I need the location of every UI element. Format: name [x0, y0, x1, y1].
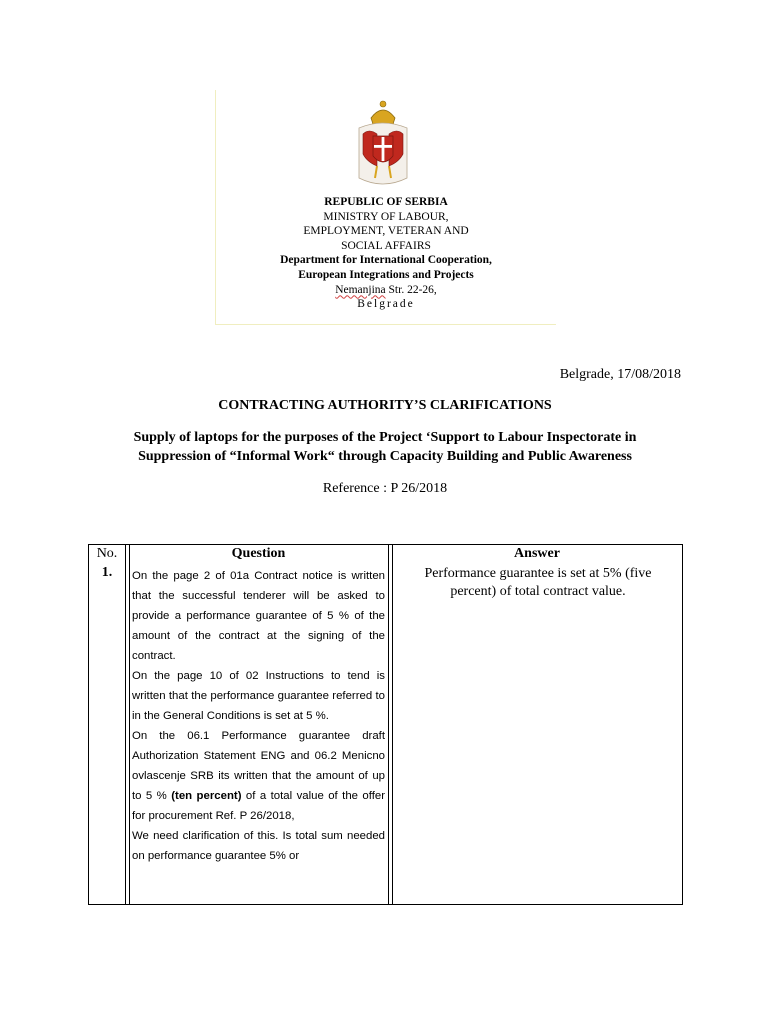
- header-answer: Answer: [514, 546, 560, 561]
- street-number: Str. 22-26,: [385, 283, 437, 296]
- subject-line-1: Supply of laptops for the purposes of the Project ‘Support to Labour Inspectorate in: [133, 430, 637, 445]
- subject-line-2: Suppression of “Informal Work“ through Capacity Building and Public Awareness: [138, 449, 632, 464]
- question-text: of a total value of the offer for procurement Ref. P 26/2018,: [132, 790, 385, 822]
- question-paragraph: We need clarification of this. Is total sum needed on performance guarantee 5% or: [132, 830, 385, 862]
- department-line-1: Department for International Cooperation,: [280, 254, 492, 267]
- letterhead-text: [216, 195, 556, 312]
- answer-cell: Performance guarantee is set at 5% (five percent) of total contract value.: [424, 566, 652, 599]
- department-line-2: European Integrations and Projects: [298, 268, 474, 281]
- ministry-line-3: SOCIAL AFFAIRS: [341, 239, 431, 252]
- header-question: Question: [231, 546, 286, 561]
- question-bold-text: (ten percent): [171, 790, 242, 802]
- question-paragraph: On the page 10 of 02 Instructions to tend is written that the performance guarantee referred to in the General Conditions is set at 5 %.: [132, 670, 385, 722]
- question-text: On the 06.1 Performance guarantee draft Authorization Statement ENG and 06.2 Menicno ovlascenje SRB its written that the amount of up to 5 %: [132, 730, 385, 802]
- address-line: [216, 283, 556, 298]
- column-divider: [125, 545, 126, 904]
- letterhead: [215, 90, 556, 325]
- country-name: REPUBLIC OF SERBIA: [324, 196, 448, 208]
- clarifications-table: [88, 544, 683, 905]
- ministry-line-2: EMPLOYMENT, VETERAN AND: [303, 225, 469, 238]
- row-number: 1.: [101, 565, 113, 580]
- document-date: Belgrade, 17/08/2018: [559, 367, 681, 382]
- city-name: Belgrade: [357, 298, 415, 311]
- document-heading: CONTRACTING AUTHORITY’S CLARIFICATIONS: [218, 398, 552, 413]
- column-divider: [388, 545, 389, 904]
- document-subject: [90, 428, 680, 466]
- column-divider: [129, 545, 130, 904]
- street-name: Nemanjina: [335, 283, 386, 296]
- reference-number: Reference : P 26/2018: [322, 481, 448, 496]
- question-cell: [132, 566, 385, 866]
- ministry-line-1: MINISTRY OF LABOUR,: [323, 210, 449, 223]
- header-number: No.: [96, 546, 118, 561]
- question-paragraph: On the page 2 of 01a Contract notice is written that the successful tenderer will be asked to provide a performance guarantee of 5 % of the amount of the contract at the signing of the contract.: [132, 570, 385, 662]
- column-divider: [392, 545, 393, 904]
- question-paragraph: [132, 726, 385, 826]
- serbian-coat-of-arms-icon: [353, 98, 413, 190]
